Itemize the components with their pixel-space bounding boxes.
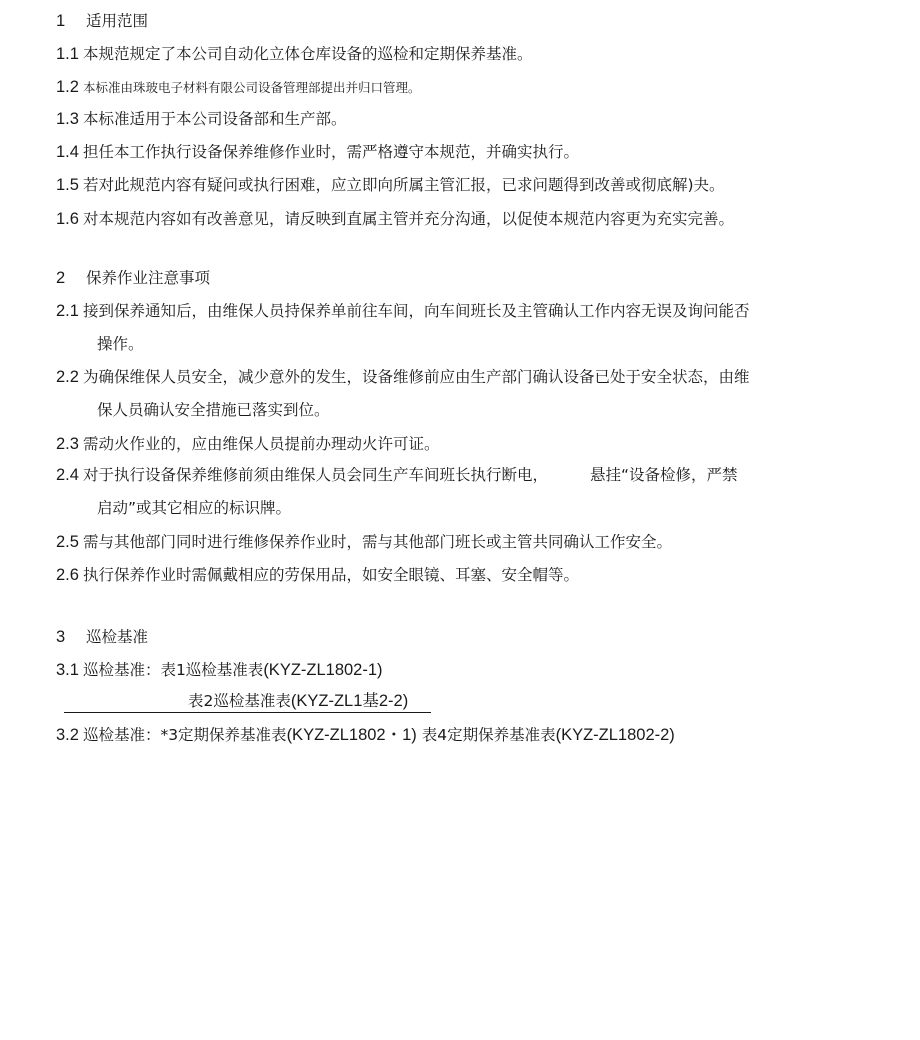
clause-text: 若对此规范内容有疑问或执行困难，应立即向所属主管汇报，已求问题得到改善或彻底解)夬。 xyxy=(82,176,725,194)
table-4-title: 表4定期保养基准表 xyxy=(416,726,556,744)
clause-text: 执行保养作业时需佩戴相应的劳保用品，如安全眼镜、耳塞、安全帽等。 xyxy=(82,566,579,584)
clause-2-5 xyxy=(56,531,672,553)
clause-2-2 xyxy=(56,366,749,388)
section-title: 适用范围 xyxy=(86,12,149,30)
clause-3-2 xyxy=(56,724,675,746)
section-number: 3 xyxy=(56,628,66,646)
table-2-code: (KYZ-ZL1基2-2) xyxy=(290,692,409,710)
clause-number: 2.2 xyxy=(56,368,79,386)
table-2-reference xyxy=(188,690,408,712)
section-title: 保养作业注意事项 xyxy=(86,269,211,287)
clause-2-1-continuation: 操作。 xyxy=(97,335,144,353)
table-2-title: 表2巡检基准表 xyxy=(188,692,291,710)
clause-number: 1.1 xyxy=(56,45,79,63)
clause-1-1 xyxy=(56,43,532,65)
clause-number: 2.4 xyxy=(56,466,79,484)
clause-1-2 xyxy=(56,76,420,99)
clause-text: 需动火作业的，应由维保人员提前办理动火许可证。 xyxy=(82,435,440,453)
clause-3-1 xyxy=(56,659,383,681)
clause-1-6 xyxy=(56,208,734,230)
clause-number: 3.1 xyxy=(56,661,79,679)
clause-number: 2.5 xyxy=(56,533,79,551)
clause-text-2: 悬挂“设备检修，严禁 xyxy=(589,466,738,484)
clause-1-3 xyxy=(56,108,346,130)
clause-3-1-table-2-line xyxy=(64,690,431,713)
table-3-code: (KYZ-ZL1802・1) xyxy=(286,726,417,744)
clause-number: 3.2 xyxy=(56,726,79,744)
clause-text: 巡检基准：*3定期保养基准表 xyxy=(82,726,287,744)
section-title: 巡检基准 xyxy=(86,628,149,646)
clause-1-5 xyxy=(56,174,725,196)
section-number: 1 xyxy=(56,12,66,30)
clause-number: 1.4 xyxy=(56,143,79,161)
table-code: (KYZ-ZL1802-1) xyxy=(263,661,383,679)
clause-2-1 xyxy=(56,300,749,322)
clause-text: 需与其他部门同时进行维修保养作业时，需与其他部门班长或主管共同确认工作安全。 xyxy=(82,533,672,551)
clause-text: 对于执行设备保养维修前须由维保人员会同生产车间班长执行断电， xyxy=(82,466,548,484)
clause-text: 对本规范内容如有改善意见，请反映到直属主管并充分沟通，以促使本规范内容更为充实完善。 xyxy=(82,210,734,228)
clause-number: 2.3 xyxy=(56,435,79,453)
clause-text: 为确保维保人员安全，减少意外的发生，设备维修前应由生产部门确认设备已处于安全状态，由维 xyxy=(82,368,750,386)
clause-2-4 xyxy=(56,464,737,486)
clause-number: 1.5 xyxy=(56,176,79,194)
clause-2-3 xyxy=(56,433,439,455)
clause-2-2-continuation: 保人员确认安全措施已落实到位。 xyxy=(97,401,330,419)
section-2-heading xyxy=(56,267,210,289)
clause-number: 1.6 xyxy=(56,210,79,228)
section-3-heading xyxy=(56,626,148,648)
clause-text: 担任本工作执行设备保养维修作业时，需严格遵守本规范，并确实执行。 xyxy=(82,143,579,161)
clause-number: 2.1 xyxy=(56,302,79,320)
clause-text: 接到保养通知后，由维保人员持保养单前往车间，向车间班长及主管确认工作内容无误及询问能否 xyxy=(82,302,750,320)
clause-text: 本规范规定了本公司自动化立体仓库设备的巡检和定期保养基准。 xyxy=(82,45,533,63)
table-4-code: (KYZ-ZL1802-2) xyxy=(555,726,675,744)
clause-number: 1.2 xyxy=(56,78,79,96)
clause-text: 本标准由珠玻电子材料有限公司设备管理部提出并归口管理。 xyxy=(82,80,421,95)
clause-1-4 xyxy=(56,141,579,163)
clause-2-6 xyxy=(56,564,579,586)
section-number: 2 xyxy=(56,269,66,287)
clause-2-4-continuation: 启动”或其它相应的标识牌。 xyxy=(97,499,292,517)
section-1-heading xyxy=(56,10,148,32)
clause-number: 2.6 xyxy=(56,566,79,584)
clause-number: 1.3 xyxy=(56,110,79,128)
clause-text: 巡检基准：表1巡检基准表 xyxy=(82,661,264,679)
clause-text: 本标准适用于本公司设备部和生产部。 xyxy=(82,110,347,128)
